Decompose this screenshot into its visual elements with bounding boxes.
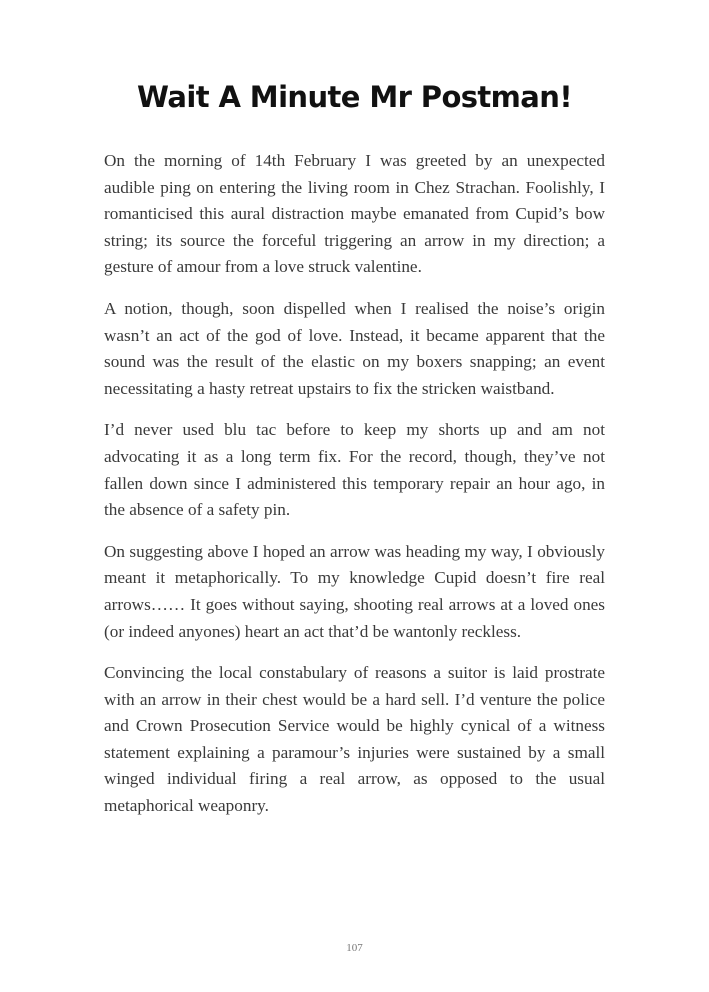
paragraph-3: I’d never used blu tac before to keep my shorts up and am not advocating it as a long term fix. For the record, though, they’ve not fallen down since I administered this temporary repair an hour ago, in the absence of a safety pin.	[104, 420, 605, 520]
body-text	[104, 148, 605, 835]
page-title: Wait A Minute Mr Postman!	[137, 80, 572, 114]
paragraph-2: A notion, though, soon dispelled when I realised the noise’s origin wasn’t an act of the god of love. Instead, it became apparent that the sound was the result of the elastic on my boxers snapping; an event necessitating a hasty retreat upstairs to fix the stricken waistband.	[104, 298, 605, 398]
paragraph-4: On suggesting above I hoped an arrow was heading my way, I obviously meant it metaphorically. To my knowledge Cupid doesn’t fire real arrows…… It goes without saying, shooting real arrows at a loved ones (or indeed anyones) heart an act that’d be wantonly reckless.	[104, 541, 605, 641]
paragraph-1: On the morning of 14th February I was greeted by an unexpected audible ping on entering the living room in Chez Strachan. Foolishly, I romanticised this aural distraction maybe emanated from Cupid’s bow string; its source the forceful triggering an arrow in my direction; a gesture of amour from a love struck valentine.	[104, 151, 605, 277]
page-number: 107	[346, 942, 363, 954]
paragraph-5: Convincing the local constabulary of reasons a suitor is laid prostrate with an arrow in their chest would be a hard sell. I’d venture the police and Crown Prosecution Service would be highly cynical of a witness statement explaining a paramour’s injuries were sustained by a small winged individual firing a real arrow, as opposed to the usual metaphorical weaponry.	[104, 663, 605, 816]
